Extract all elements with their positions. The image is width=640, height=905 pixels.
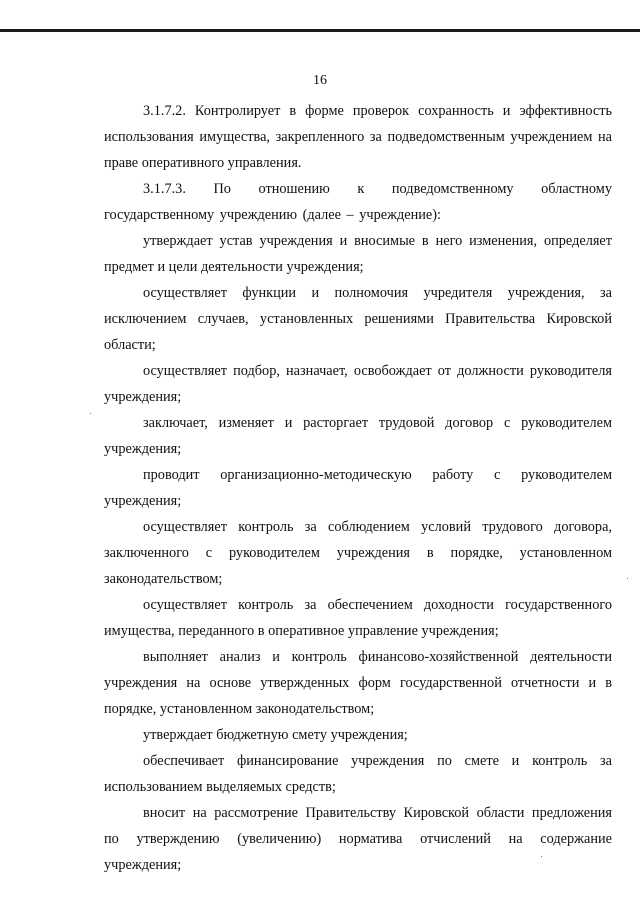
header-rule [0, 29, 640, 32]
list-item-labor-contract: заключает, изменяет и расторгает трудовой договор с руководителем учреждения; [104, 415, 612, 457]
document-body [104, 98, 612, 878]
list-item-profitability-control: осуществляет контроль за обеспечением доходности государственного имущества, переданного в оперативное управление учреждения; [104, 597, 612, 639]
paragraph-3-1-7-2: 3.1.7.2. Контролирует в форме проверок сохранность и эффективность использования имущества, закрепленного за подведомственным учреждением на праве оперативного управления. [104, 103, 612, 171]
scan-speck [90, 413, 91, 414]
list-item-proposals: вносит на рассмотрение Правительству Кировской области предложения по утверждению (увеличению) норматива отчислений на содержание учреждения; [104, 805, 612, 873]
list-item-financial-analysis: выполняет анализ и контроль финансово-хозяйственной деятельности учреждения на основе утвержденных форм государственной отчетности и в порядке, установленном законодательством; [104, 649, 612, 717]
list-item-director-selection: осуществляет подбор, назначает, освобождает от должности руководителя учреждения; [104, 363, 612, 405]
list-item-budget-estimate: утверждает бюджетную смету учреждения; [143, 727, 408, 743]
list-item-contract-control: осуществляет контроль за соблюдением условий трудового договора, заключенного с руководителем учреждения в порядке, установленном законодательством; [104, 519, 612, 587]
page-number: 16 [313, 73, 327, 88]
list-item-founder-powers: осуществляет функции и полномочия учредителя учреждения, за исключением случаев, установленных решениями Правительства Кировской области; [104, 285, 612, 353]
scan-speck [541, 856, 542, 857]
paragraph-3-1-7-3: 3.1.7.3. По отношению к подведомственному областному государственному учреждению (далее – учреждение): [104, 181, 612, 223]
list-item-methodical-work: проводит организационно-методическую работу с руководителем учреждения; [104, 467, 612, 509]
scan-speck [627, 578, 628, 579]
list-item-charter: утверждает устав учреждения и вносимые в него изменения, определяет предмет и цели деятельности учреждения; [104, 233, 612, 275]
list-item-financing: обеспечивает финансирование учреждения по смете и контроль за использованием выделяемых средств; [104, 753, 612, 795]
